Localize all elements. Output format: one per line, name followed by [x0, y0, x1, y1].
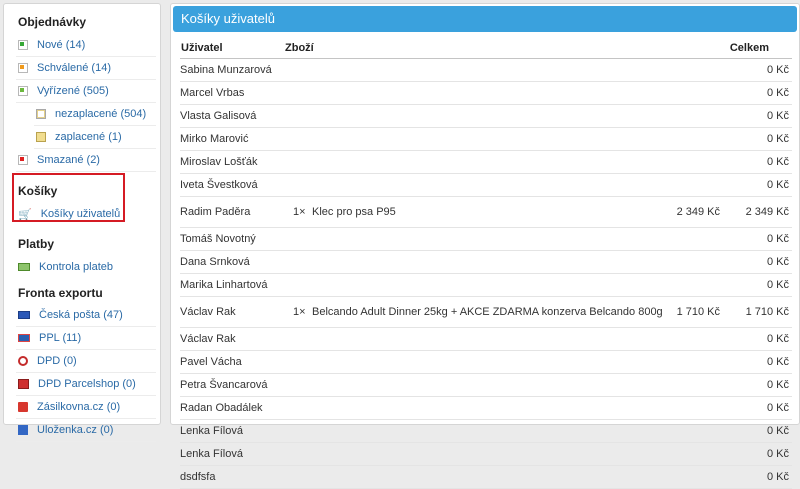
sidebar-item-new-orders[interactable] [16, 34, 156, 57]
section-title-export: Fronta exportu [18, 286, 103, 300]
sidebar-item-label: Nové (14) [37, 39, 86, 51]
new-orders-icon [18, 40, 28, 50]
cell-price: 2 349 Kč [676, 206, 720, 218]
sidebar-item-dpd[interactable] [16, 350, 156, 373]
cell-user: Tomáš Novotný [180, 233, 256, 245]
sidebar-item-label: Košíky uživatelů [40, 208, 121, 220]
table-row[interactable] [180, 174, 792, 197]
column-header-total: Celkem [729, 42, 769, 54]
zasilkovna-icon [18, 402, 28, 412]
highlight-box [12, 173, 125, 222]
cell-user: Pavel Vácha [180, 356, 242, 368]
cell-item: Klec pro psa P95 [312, 206, 396, 218]
table-row[interactable] [180, 128, 792, 151]
dpd-icon [18, 356, 28, 366]
cell-qty: 1× [293, 206, 306, 218]
cell-total: 0 Kč [766, 448, 789, 460]
sidebar-item-dpd-parcelshop[interactable] [16, 373, 156, 396]
table-header [180, 41, 792, 59]
table-row[interactable] [180, 328, 792, 351]
folder-icon [36, 132, 46, 142]
section-title-payments: Platby [18, 237, 55, 251]
sidebar-item-label: Kontrola plateb [39, 261, 113, 273]
sidebar-item-ulozenka[interactable] [16, 419, 156, 442]
cell-user: Radan Obadálek [180, 402, 263, 414]
done-orders-icon [18, 86, 28, 96]
sidebar-item-label: nezaplacené (504) [55, 108, 147, 120]
cell-user: Dana Srnková [180, 256, 250, 268]
cell-user: Václav Rak [180, 306, 236, 318]
cell-total: 0 Kč [766, 179, 789, 191]
table-row[interactable] [180, 59, 792, 82]
cell-user: Marcel Vrbas [180, 87, 245, 99]
cart-icon: 🛒 [18, 208, 32, 221]
table-row[interactable] [180, 251, 792, 274]
cell-total: 0 Kč [766, 425, 789, 437]
cell-qty: 1× [293, 306, 306, 318]
sidebar-item-label: Smazané (2) [37, 154, 100, 166]
sidebar-item-label: Vyřízené (505) [37, 85, 109, 97]
cell-total: 0 Kč [766, 64, 789, 76]
cell-total: 0 Kč [766, 87, 789, 99]
sidebar-item-label: zaplacené (1) [55, 131, 122, 143]
cell-user: Mirko Marović [180, 133, 249, 145]
sidebar-item-label: Schválené (14) [37, 62, 111, 74]
table-row[interactable] [180, 197, 792, 228]
cell-user: Sabina Munzarová [180, 64, 272, 76]
cell-user: dsdfsfa [180, 471, 216, 483]
sidebar-item-label: Zásilkovna.cz (0) [37, 401, 121, 413]
cell-user: Miroslav Lošťák [180, 156, 258, 168]
cell-user: Radim Paděra [180, 206, 251, 218]
sidebar-item-deleted-orders[interactable] [16, 149, 156, 172]
sidebar-item-payment-check[interactable] [16, 256, 156, 278]
table-row[interactable] [180, 297, 792, 328]
cell-total: 0 Kč [766, 471, 789, 483]
sidebar-item-label: DPD (0) [37, 355, 77, 367]
sidebar-item-paid[interactable] [34, 126, 156, 149]
cell-total: 0 Kč [766, 233, 789, 245]
cell-user: Vlasta Galisová [180, 110, 257, 122]
column-header-goods: Zboží [285, 42, 314, 54]
cell-user: Lenka Fílová [180, 425, 243, 437]
cell-total: 0 Kč [766, 379, 789, 391]
cell-user: Petra Švancarová [180, 379, 268, 391]
sidebar-item-label: DPD Parcelshop (0) [38, 378, 136, 390]
cell-total: 0 Kč [766, 402, 789, 414]
ceska-posta-icon [18, 311, 30, 319]
cell-total: 0 Kč [766, 256, 789, 268]
ulozenka-icon [18, 425, 28, 435]
cell-total: 0 Kč [766, 333, 789, 345]
cell-total: 0 Kč [766, 156, 789, 168]
cell-total: 0 Kč [766, 279, 789, 291]
section-title-carts: Košíky [18, 184, 58, 198]
sidebar-item-ceska-posta[interactable] [16, 304, 156, 327]
main-panel [170, 3, 800, 483]
money-icon [18, 263, 30, 271]
cell-user: Václav Rak [180, 333, 236, 345]
sidebar-item-label: Uloženka.cz (0) [37, 424, 114, 436]
section-title-orders: Objednávky [18, 15, 87, 29]
cell-total: 0 Kč [766, 356, 789, 368]
cell-user: Iveta Švestková [180, 179, 258, 191]
sidebar-item-label: PPL (11) [39, 332, 82, 344]
sidebar-item-ppl[interactable] [16, 327, 156, 350]
table-row[interactable] [180, 374, 792, 397]
table-row[interactable] [180, 228, 792, 251]
table-row[interactable] [180, 397, 792, 420]
table-row[interactable] [180, 274, 792, 297]
table-row[interactable] [180, 151, 792, 174]
folder-icon [36, 109, 46, 119]
cell-price: 1 710 Kč [676, 306, 720, 318]
page-title: Košíky uživatelů [173, 6, 797, 32]
table-row[interactable] [180, 466, 792, 489]
cell-total: 1 710 Kč [745, 306, 789, 318]
table-row[interactable] [180, 82, 792, 105]
table-row[interactable] [180, 420, 792, 443]
table-row[interactable] [180, 105, 792, 128]
table-row[interactable] [180, 443, 792, 466]
table-row[interactable] [180, 351, 792, 374]
dpd-parcelshop-icon [18, 379, 29, 389]
cell-user: Marika Linhartová [180, 279, 268, 291]
cell-user: Lenka Fílová [180, 448, 243, 460]
sidebar-item-approved-orders[interactable] [16, 57, 156, 80]
sidebar-item-done-orders[interactable] [16, 80, 156, 103]
ppl-icon [18, 334, 30, 342]
cell-total: 0 Kč [766, 133, 789, 145]
sidebar-item-label: Česká pošta (47) [39, 309, 123, 321]
deleted-icon [18, 155, 28, 165]
approved-orders-icon [18, 63, 28, 73]
cell-total: 2 349 Kč [745, 206, 789, 218]
cell-total: 0 Kč [766, 110, 789, 122]
sidebar-item-unpaid[interactable] [34, 103, 156, 126]
column-header-user: Uživatel [181, 42, 223, 54]
sidebar-item-zasilkovna[interactable] [16, 396, 156, 419]
cell-item: Belcando Adult Dinner 25kg + AKCE ZDARMA konzerva Belcando 800g [312, 306, 663, 318]
